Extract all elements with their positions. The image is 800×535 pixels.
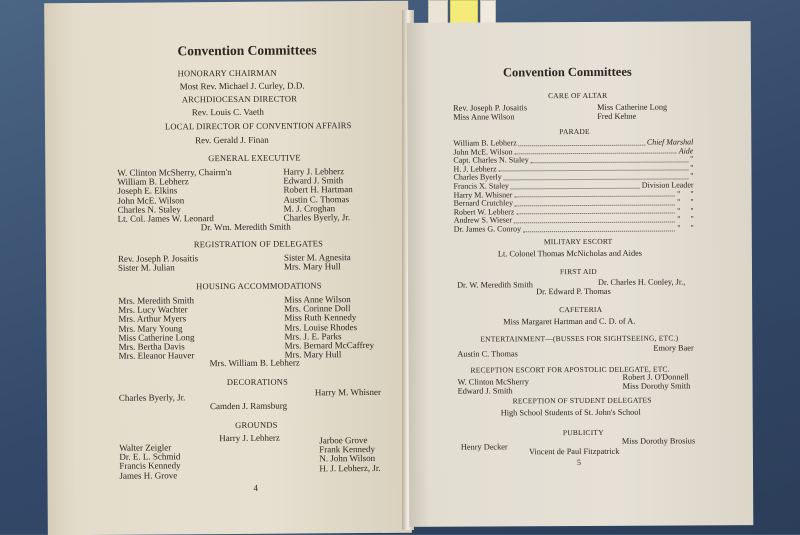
person-name: Mrs. Meredith Smith <box>118 295 195 306</box>
leader-dots <box>519 143 645 146</box>
person-name: Charles Byerly <box>453 172 502 183</box>
right-page <box>407 21 754 527</box>
person-name: Austin C. Thomas <box>457 349 518 359</box>
person-name: N. John Wilson <box>319 453 376 464</box>
person-name: William B. Lebherz <box>117 176 189 187</box>
person-name: Miss Margaret Hartman and C. D. of A. <box>503 316 636 327</box>
name-column <box>453 104 527 122</box>
leader-dots <box>531 160 688 163</box>
role-label: " " <box>677 188 694 199</box>
person-name: Dr. Wm. Meredith Smith <box>200 221 291 233</box>
role-label: " <box>690 171 694 181</box>
name-column <box>597 104 667 122</box>
page-number: 5 <box>576 457 582 468</box>
name-column <box>118 254 198 273</box>
parade-list <box>453 138 693 234</box>
person-name: Edward J. Smith <box>283 175 344 186</box>
person-name: Bernard Crutchley <box>453 198 513 208</box>
section-heading: GROUNDS <box>235 419 278 430</box>
person-name: Robert J. O'Donnell <box>622 372 689 382</box>
person-name: Rev. Louis C. Vaeth <box>191 106 264 118</box>
name-column <box>319 436 380 473</box>
person-name: Capt. Charles N. Staley <box>453 155 529 165</box>
role-label: Division Leader <box>641 180 694 190</box>
person-name: Miss Dorothy Brosius <box>621 436 696 446</box>
person-name: H. J. Lebherz <box>453 164 497 174</box>
person-name: Rev. Joseph P. Josaitis <box>453 103 528 113</box>
person-name: Joseph E. Elkins <box>117 185 178 197</box>
person-name: William B. Lebherz <box>453 138 517 148</box>
person-name: W. Clinton McSherry <box>457 377 529 387</box>
section-heading: CARE OF ALTAR <box>548 90 608 101</box>
leader-dots <box>516 212 675 215</box>
person-name: Robert H. Hartman <box>283 184 353 196</box>
leader-dots <box>499 169 689 172</box>
section-heading: HONORARY CHAIRMAN <box>177 67 277 79</box>
section-heading: ARCHDIOCESAN DIRECTOR <box>181 93 298 105</box>
name-column <box>284 295 374 360</box>
person-name: High School Students of St. John's School <box>500 407 641 418</box>
leader-dots <box>511 186 640 189</box>
left-page <box>44 1 412 535</box>
name-column <box>458 378 529 396</box>
person-name: Frank Kennedy <box>319 444 376 455</box>
person-name: Francis Kennedy <box>119 460 181 472</box>
person-name: Mrs. Eleanor Hauver <box>118 350 195 361</box>
person-name: Mrs. Lucy Wachter <box>118 304 188 315</box>
person-name: Miss Catherine Long <box>597 102 668 112</box>
person-name: Miss Dorothy Smith <box>622 381 691 391</box>
person-name: Sister M. Julian <box>117 262 175 273</box>
page-title: Convention Committees <box>177 42 317 59</box>
person-name: Mrs. Mary Hull <box>284 349 342 360</box>
name-column <box>623 373 691 391</box>
person-name: Dr. James G. Conroy <box>453 224 522 234</box>
person-name: H. J. Lebherz, Jr. <box>319 462 381 473</box>
person-name: Rev. Gerald J. Finan <box>195 134 269 146</box>
section-heading: CAFETERIA <box>559 304 603 315</box>
person-name: Robert W. Lebherz <box>453 207 515 217</box>
name-column <box>118 296 194 361</box>
name-column <box>284 253 351 272</box>
person-name: Mrs. Corinne Doll <box>284 303 351 314</box>
section-heading: RECEPTION ESCORT FOR APOSTOLIC DELEGATE, ETC. <box>470 364 670 375</box>
name-column <box>117 168 232 224</box>
person-name: Mrs. Bertha Davis <box>118 341 185 352</box>
leader-dots <box>515 152 677 155</box>
person-name: Dr. Charles H. Conley, Jr., <box>598 277 686 287</box>
name-column <box>283 167 353 223</box>
person-name: Charles N. Staley <box>117 204 181 215</box>
person-name: Miss Ruth Kennedy <box>284 312 357 324</box>
page-number: 4 <box>253 482 259 493</box>
section-heading: PUBLICITY <box>562 427 604 438</box>
person-name: Lt. Col. James W. Leonard <box>117 213 214 224</box>
person-name: Mrs. William B. Lebherz <box>209 357 300 369</box>
person-name: Camden J. Ramsburg <box>209 400 288 412</box>
person-name: Vincent de Paul Fitzpatrick <box>528 446 620 457</box>
person-name: Mrs. J. E. Parks <box>284 331 342 342</box>
role-label: " " <box>677 206 694 216</box>
leader-dots <box>515 203 675 206</box>
person-name: Mrs. Louise Rhodes <box>284 321 358 333</box>
section-heading: RECEPTION OF STUDENT DELEGATES <box>512 395 652 406</box>
person-name: Dr. Edward P. Thomas <box>536 286 611 297</box>
role-label: " <box>690 154 694 164</box>
person-name: Harry J. Lebherz <box>219 432 280 444</box>
person-name: Jarboe Grove <box>319 435 368 446</box>
section-heading: MILITARY ESCORT <box>543 236 613 247</box>
person-name: Lt. Colonel Thomas McNicholas and Aides <box>497 248 643 259</box>
role-label: " " <box>677 214 694 224</box>
person-name: James H. Grove <box>119 469 178 481</box>
person-name: Harry J. Lebherz <box>283 166 345 177</box>
person-name: W. Clinton McSherry, Chairm'n <box>117 166 232 178</box>
person-name: Mrs. Mary Young <box>118 322 183 334</box>
person-name: Mrs. Mary Hull <box>283 261 341 272</box>
person-name: Mrs. Bernard McCaffrey <box>284 339 375 351</box>
leader-dots <box>514 195 675 198</box>
role-label: " <box>690 163 694 173</box>
person-name: Rev. Joseph P. Josaitis <box>117 253 199 264</box>
person-name: Miss Anne Wilson <box>453 111 515 122</box>
leader-dots <box>514 220 675 223</box>
section-heading: ENTERTAINMENT—(BUSSES FOR SIGHTSEEING, ETC.) <box>480 333 679 344</box>
person-name: Emory Baer <box>653 343 694 353</box>
person-name: Harry M. Whisner <box>314 386 381 398</box>
role-label: Chief Marshal <box>646 137 694 147</box>
section-heading: HOUSING ACCOMMODATIONS <box>196 280 322 292</box>
person-name: Austin C. Thomas <box>283 193 350 205</box>
person-name: Most Rev. Michael J. Curley, D.D. <box>179 80 305 92</box>
person-name: Dr. E. L. Schmid <box>119 451 181 462</box>
person-name: M. J. Croghan <box>283 203 336 214</box>
person-name: John McE. Wilson <box>453 146 513 157</box>
person-name: Mrs. Arthur Myers <box>118 313 187 325</box>
section-heading: LOCAL DIRECTOR OF CONVENTION AFFAIRS <box>164 120 352 132</box>
person-name: Harry M. Whisner <box>453 189 513 200</box>
person-name: Charles Byerly, Jr. <box>118 392 186 403</box>
person-name: Francis X. Staley <box>453 181 509 191</box>
person-name: Walter Zeigler <box>119 442 172 453</box>
section-heading: FIRST AID <box>559 266 597 277</box>
section-heading: DECORATIONS <box>226 376 289 388</box>
section-heading: PARADE <box>559 126 590 137</box>
person-name: Henry Decker <box>460 442 508 452</box>
person-name: Charles Byerly, Jr. <box>283 212 351 223</box>
role-label: " " <box>677 223 694 233</box>
role-label: " " <box>677 197 694 207</box>
name-column <box>119 443 180 480</box>
person-name: Miss Anne Wilson <box>284 294 351 305</box>
person-name: Fred Kehne <box>597 111 637 121</box>
section-heading: GENERAL EXECUTIVE <box>208 152 301 164</box>
person-name: Andrew S. Wieser <box>453 215 513 226</box>
list-item <box>454 224 694 234</box>
leader-dots <box>523 229 675 232</box>
person-name: Miss Catherine Long <box>118 332 195 343</box>
section-heading: REGISTRATION OF DELEGATES <box>193 238 324 250</box>
role-label: Aide <box>678 145 694 156</box>
person-name: John McE. Wilson <box>117 194 185 206</box>
person-name: Sister M. Agnesita <box>283 252 351 263</box>
person-name: Dr. W. Meredith Smith <box>457 280 533 290</box>
person-name: Edward J. Smith <box>457 385 513 396</box>
page-title: Convention Committees <box>502 64 632 80</box>
